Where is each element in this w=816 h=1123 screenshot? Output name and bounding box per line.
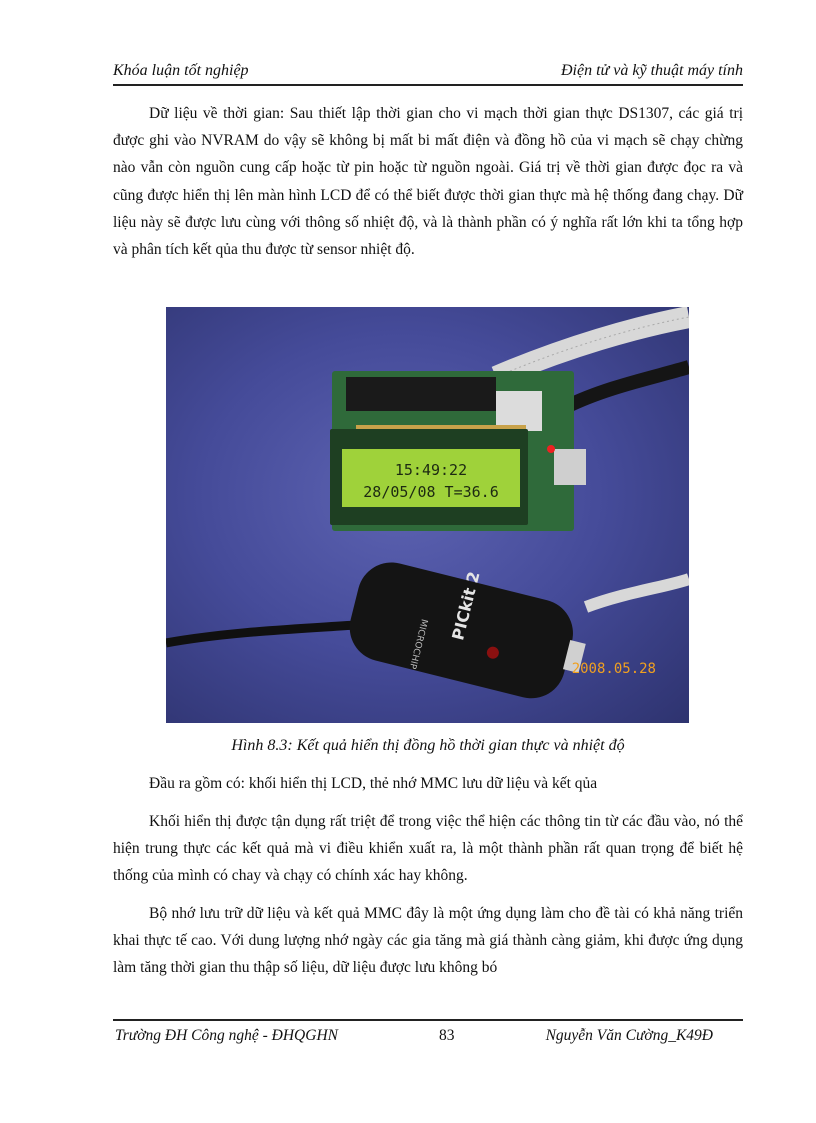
paragraph-time-data: Dữ liệu về thời gian: Sau thiết lập thời gian cho vi mạch thời gian thực DS1307, các giá trị được ghi vào NVRAM do vậy sẽ không bị mất bi mất điện và đồng hồ của vi mạch sẽ chạy chừng nào vẫn còn nguồn cung cấp hoặc từ pin hoặc từ nguồn ngoài. Giá trị về thời gian được đọc ra và cũng được hiển thị lên màn hình LCD để có thể biết được thời gian thực mà hệ thống đang chạy. Dữ liệu này sẽ được lưu cùng với thông số nhiệt độ, và là thành phần có ý nghĩa rất lớn khi ta tổng hợp và phân tích kết qủa thu được từ sensor nhiệt độ. xyxy=(113,105,743,259)
footer-university: Trường ĐH Công nghệ - ĐHQGHN xyxy=(115,1027,338,1044)
usb-cable xyxy=(166,625,356,643)
ribbon-cable-bottom xyxy=(586,579,689,607)
footer-author: Nguyễn Văn Cường_K49Đ xyxy=(545,1027,713,1044)
paragraph-mmc-storage: Bộ nhớ lưu trữ dữ liệu và kết quả MMC đây là một ứng dụng làm cho đề tài có khả năng triển khai thực tế cao. Với dung lượng nhớ ngày các gia tăng mà giá thành càng giảm, khi được ứng dụng làm tăng thời gian thu thập số liệu, dữ liệu được lưu không bó xyxy=(113,905,743,977)
device-brand: MICROCHIP xyxy=(406,617,429,670)
figure-illustration xyxy=(166,307,689,723)
lcd-line-1: 15:49:22 xyxy=(394,461,468,479)
led-indicator xyxy=(547,445,555,453)
figure-caption: Hình 8.3: Kết quả hiển thị đồng hồ thời gian thực và nhiệt độ xyxy=(231,737,625,754)
page-footer xyxy=(113,1019,743,1049)
device-label: PICkit 2 xyxy=(448,569,484,643)
header-rule xyxy=(113,84,743,86)
paragraph-display-block: Khối hiển thị được tận dụng rất triệt để trong việc thể hiện các thông tin từ các đầu vào, nó thể hiện trung thực các kết quả mà vi điều khiển xuất ra, là một thành phần rất quan trọng để biết hệ thống của mình có chay và chạy có chính xác hay không. xyxy=(113,813,743,885)
date-stamp: 2008.05.28 xyxy=(571,661,656,677)
header-thesis-title: Khóa luận tốt nghiệp xyxy=(113,62,249,79)
power-cable xyxy=(566,367,689,407)
page-header xyxy=(113,58,743,84)
header-department: Điện tử và kỹ thuật máy tính xyxy=(560,62,743,79)
lcd-line-2: 28/05/08 T=36.6 xyxy=(363,483,499,501)
pickit-device xyxy=(343,546,597,709)
lcd-module xyxy=(330,429,528,525)
paragraph-output: Đầu ra gồm có: khối hiển thị LCD, thẻ nhớ MMC lưu dữ liệu và kết qủa xyxy=(149,775,598,792)
figure-photo xyxy=(166,307,689,723)
page-number: 83 xyxy=(439,1027,455,1044)
footer-rule xyxy=(113,1019,743,1021)
